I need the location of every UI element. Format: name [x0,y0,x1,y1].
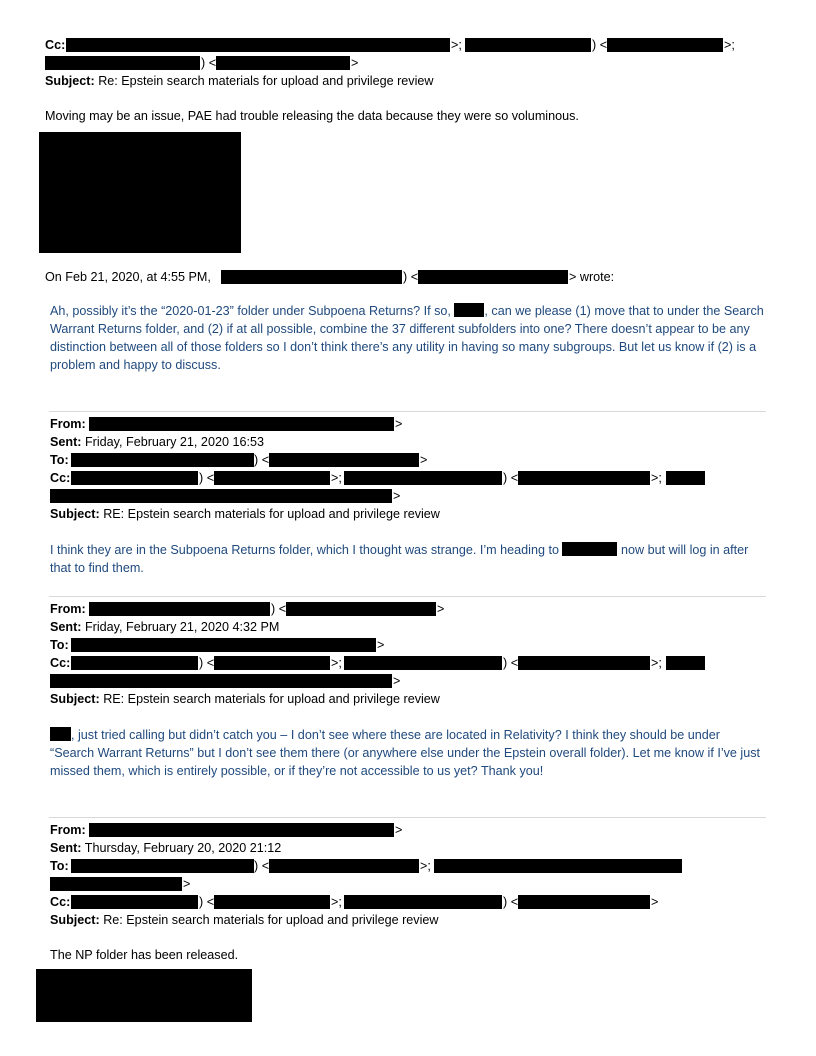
cc-line: Cc: [50,895,71,909]
redaction [269,453,419,467]
separator: > [183,877,191,891]
redaction [666,656,705,670]
redaction [518,656,650,670]
redaction [518,471,650,485]
subject-line: Subject: RE: Epstein search materials for upload and privilege review [50,507,440,521]
redaction [434,859,682,873]
separator: >; [724,38,735,52]
quote-header-suffix: > wrote: [569,270,615,284]
cc-line-top [45,37,65,53]
separator: >; [420,859,431,873]
separator: ) < [592,38,608,52]
redaction [71,656,198,670]
to-line: To: [50,453,69,467]
separator: ) < [201,56,217,70]
redaction [418,270,568,284]
body-text: Moving may be an issue, PAE had trouble releasing the data because they were so voluminous. [45,109,579,123]
email1-body: I think they are in the Subpoena Returns folder, which I thought was strange. I’m heading to now but will log in after that to find them. [50,543,749,575]
redaction [66,38,450,52]
quote-header-prefix: On Feb 21, 2020, at 4:55 PM, [45,270,211,284]
sent-line: Sent: Friday, February 21, 2020 16:53 [50,435,264,449]
separator: ) < [503,895,519,909]
divider [49,411,766,412]
redaction [50,727,71,741]
redaction [71,453,254,467]
redacted-image [39,132,241,253]
redaction [666,471,705,485]
from-line: From: [50,823,86,837]
redaction [607,38,723,52]
to-line: To: [50,859,69,873]
subject-line: Subject: Re: Epstein search materials for upload and privilege review [50,913,439,927]
redaction [89,823,394,837]
redaction [344,471,502,485]
separator: >; [331,471,342,485]
redaction [454,303,484,317]
separator: ) < [199,656,215,670]
separator: ) < [503,656,519,670]
separator: > [395,417,403,431]
redaction [50,674,392,688]
redaction [518,895,650,909]
redaction [344,656,502,670]
redaction [71,638,376,652]
subject-value: Re: Epstein search materials for upload and privilege review [98,74,434,88]
quote-body: Ah, possibly it’s the “2020-01-23” folder under Subpoena Returns? If so, , can we please (1) move that to under the Search Warrant Returns folder, and (2) if at all possible, combine the 37 different subfolders into one? There doesn’t appear to be any distinction between all of those folders so I don’t think there’s any utility in having so many subgroups. But let us know if (2) is a problem and happy to discuss. [50,304,764,372]
separator: ) < [199,895,215,909]
separator: >; [451,38,462,52]
redaction [71,895,198,909]
separator: ) < [199,471,215,485]
divider [49,817,766,818]
redacted-image [36,969,252,1022]
sent-line: Sent: Friday, February 21, 2020 4:32 PM [50,620,280,634]
separator: > [395,823,403,837]
redaction [89,417,394,431]
sent-line: Sent: Thursday, February 20, 2020 21:12 [50,841,282,855]
separator: ) < [503,471,519,485]
cc-line: Cc: [50,656,71,670]
redaction [344,895,502,909]
separator: > [377,638,385,652]
redaction [45,56,200,70]
from-line: From: [50,602,86,616]
separator: > [393,489,401,503]
redaction [269,859,419,873]
redaction [286,602,436,616]
redaction [89,602,270,616]
redaction [221,270,402,284]
separator: >; [331,656,342,670]
redaction [71,859,254,873]
redaction [216,56,350,70]
separator: ) < [254,453,270,467]
email3-body: The NP folder has been released. [50,948,239,962]
cc-line: Cc: [50,471,71,485]
to-line: To: [50,638,69,652]
separator: >; [651,471,662,485]
email2-body: , just tried calling but didn’t catch you – I don’t see where these are located in Relativity? I think they should be under “Search Warrant Returns” but I don’t see them there (or anywhere else under the Epstein overall folder). Let me know if I’ve just missed them, which is entirely possible, or if they’re not accessible to us yet? Thank you! [50,728,761,778]
redaction [50,489,392,503]
separator: > [351,56,359,70]
redaction [214,471,330,485]
separator: >; [651,656,662,670]
separator: > [437,602,445,616]
separator: >; [331,895,342,909]
separator: > [651,895,659,909]
separator: > [420,453,428,467]
divider [49,596,766,597]
redaction [50,877,182,891]
separator: ) < [403,270,419,284]
separator: ) < [271,602,287,616]
redaction [214,656,330,670]
from-line: From: [50,417,86,431]
subject-line-top [45,73,434,89]
redaction [214,895,330,909]
redaction [465,38,591,52]
cc-label: Cc: [45,38,66,52]
separator: > [393,674,401,688]
redaction [71,471,198,485]
subject-label: Subject: [45,74,95,88]
separator: ) < [254,859,270,873]
subject-line: Subject: RE: Epstein search materials for upload and privilege review [50,692,440,706]
redaction [562,542,617,556]
